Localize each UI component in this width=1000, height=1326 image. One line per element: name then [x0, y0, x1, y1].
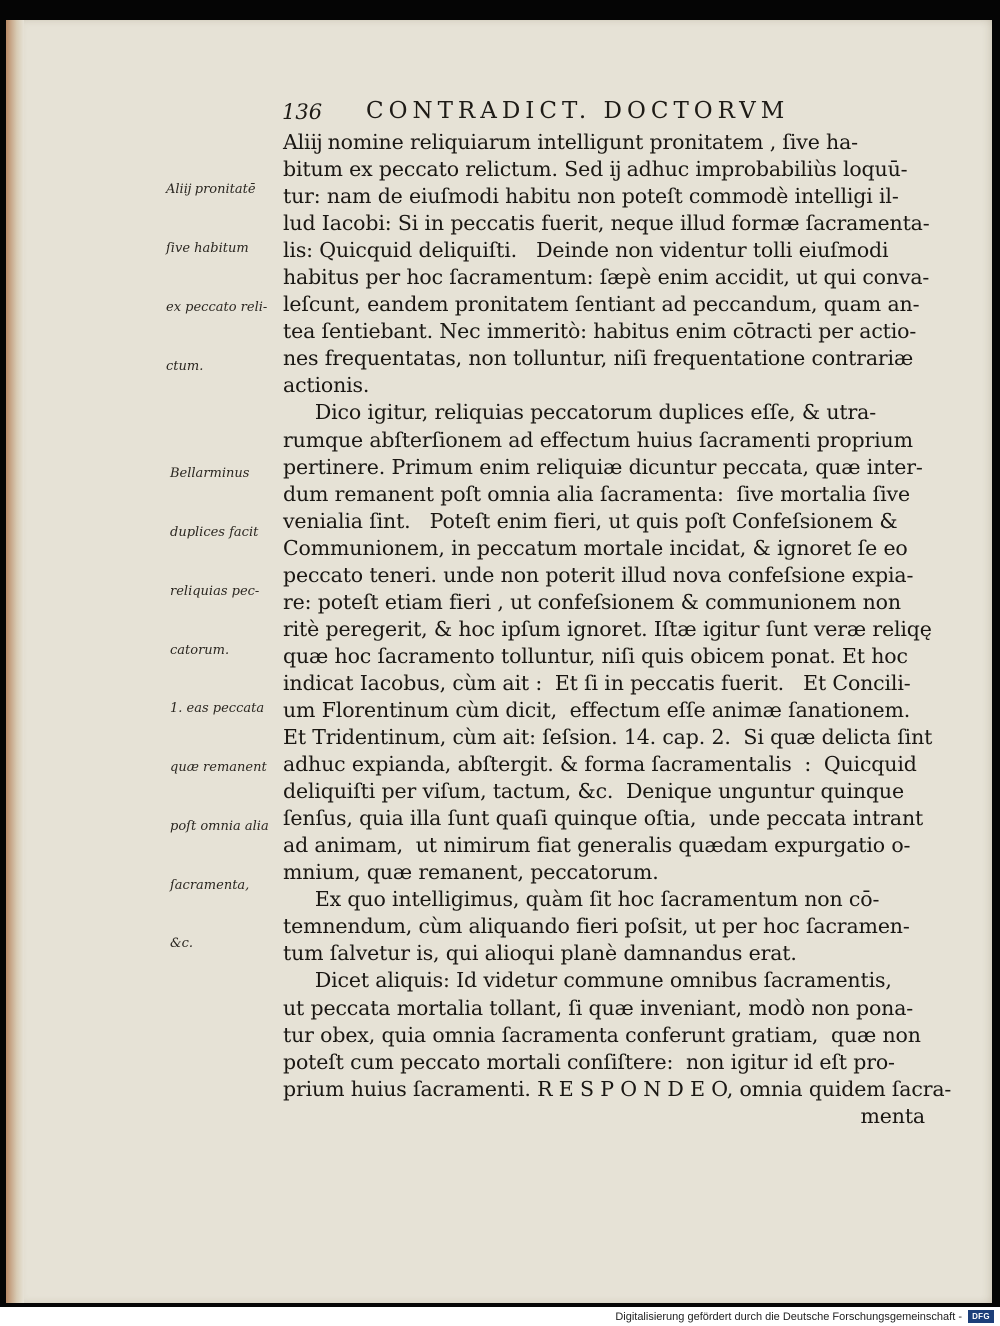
marginal-line: 1. eas peccata — [170, 701, 265, 717]
dfg-logo-icon: DFG — [968, 1310, 994, 1323]
marginal-note-2 — [170, 425, 269, 974]
marginal-line: catorum. — [170, 642, 230, 658]
text-line: tum ſalvetur is, qui alioqui planè damnandus erat. — [283, 941, 797, 966]
marginal-line: reliquias pec- — [170, 583, 260, 599]
text-line: ad animam, ut nimirum fiat generalis quædam expurgatio o- — [283, 833, 911, 858]
marginal-line: Aliĳ pronitatē — [166, 182, 256, 198]
text-line: re: poteſt etiam fieri , ut confeſsionem & communionem non — [283, 589, 901, 614]
catchword: menta — [860, 1103, 925, 1128]
page-number: 136 — [282, 100, 323, 124]
text-line: ritè peregerit, & hoc ipſum ignoret. Iſtæ igitur ſunt veræ reliqę — [283, 616, 932, 641]
text-line: rumque abſterſionem ad effectum huius ſacramenti proprium — [283, 427, 913, 452]
marginal-line: ex peccato reli- — [166, 299, 268, 315]
page-header — [282, 98, 922, 132]
text-line: lud Iacobi: Si in peccatis fuerit, neque illud formæ ſacramenta- — [283, 211, 930, 236]
marginal-line: quæ remanent — [170, 760, 267, 776]
funding-credit: Digitalisierung gefördert durch die Deutsche Forschungsgemeinschaft - — [615, 1310, 962, 1323]
text-line: Et Tridentinum, cùm ait: ſeſsion. 14. cap. 2. Si quæ delicta ſint — [283, 725, 933, 750]
marginal-line: duplices facit — [170, 524, 259, 540]
text-line: temnendum, cùm aliquando fieri poſsit, ut per hoc ſacramen- — [283, 914, 910, 939]
text-line: nes frequentatas, non tolluntur, niſi frequentatione contrariæ — [283, 346, 914, 371]
body-text — [283, 129, 952, 1130]
text-line: leſcunt, eandem pronitatem ſentiant ad peccandum, quam an- — [283, 292, 920, 317]
text-line: actionis. — [283, 373, 370, 398]
marginal-note-1 — [166, 141, 267, 396]
text-line: peccato teneri. unde non poterit illud nova confeſsione expia- — [283, 562, 914, 587]
text-line: tur: nam de eiuſmodi habitu non poteſt commodè intelligi il- — [283, 184, 899, 209]
page-binding-edge — [6, 20, 24, 1303]
text-line: tea ſentiebant. Nec immeritò: habitus enim cōtracti per actio- — [283, 319, 917, 344]
marginal-line: ſive habitum — [166, 240, 249, 256]
marginal-line: ſacramenta, — [170, 877, 250, 893]
marginal-line: poſt omnia alia — [170, 818, 269, 834]
marginal-line: &c. — [170, 936, 193, 952]
text-line: Aliĳ nomine reliquiarum intelligunt pronitatem , ſive ha- — [283, 130, 858, 154]
text-line: mnium, quæ remanent, peccatorum. — [283, 860, 659, 885]
text-line: Dicet aliquis: Id videtur commune omnibus ſacramentis, — [283, 968, 892, 993]
text-line: tur obex, quia omnia ſacramenta conferunt gratiam, quæ non — [283, 1022, 921, 1047]
text-line: bitum ex peccato relictum. Sed ĳ adhuc improbabiliùs loquū- — [283, 157, 908, 182]
text-line: ſenſus, quia illa ſunt quaſi quinque oſtia, unde peccata intrant — [283, 806, 924, 831]
text-line: dum remanent poſt omnia alia ſacramenta: ſive mortalia ſive — [283, 481, 910, 506]
text-line: lis: Quicquid deliquiſti. Deinde non videntur tolli eiuſmodi — [283, 238, 889, 263]
text-line: venialia ſint. Poteſt enim fieri, ut quis poſt Confeſsionem & — [283, 508, 898, 533]
marginal-line: Bellarminus — [170, 466, 250, 482]
text-line: ut peccata mortalia tollant, ſi quæ inveniant, modò non pona- — [283, 995, 914, 1020]
text-line: Communionem, in peccatum mortale incidat, & ignoret ſe eo — [283, 535, 908, 560]
text-line: deliquiſti per viſum, tactum, &c. Denique unguntur quinque — [283, 779, 904, 804]
text-line: habitus per hoc ſacramentum: ſæpè enim accidit, ut qui conva- — [283, 265, 930, 290]
running-title: CONTRADICT. DOCTORVM — [366, 98, 790, 124]
text-line: indicat Iacobus, cùm ait : Et ſi in peccatis fuerit. Et Concili- — [283, 670, 911, 695]
text-line: prium huius ſacramenti. R E S P O N D E O, omnia quidem ſacra- — [283, 1076, 952, 1101]
text-line: quæ hoc ſacramento tolluntur, niſi quis obicem ponat. Et hoc — [283, 643, 908, 668]
text-line: Ex quo intelligimus, quàm ſit hoc ſacramentum non cō- — [283, 887, 880, 912]
text-line: poteſt cum peccato mortali conſiſtere: non igitur id eſt pro- — [283, 1049, 895, 1074]
text-line: pertinere. Primum enim reliquiæ dicuntur peccata, quæ inter- — [283, 454, 923, 479]
text-line: adhuc expianda, abſtergit. & forma ſacramentalis : Quicquid — [283, 752, 917, 777]
digitization-footer — [0, 1307, 1000, 1326]
text-line: Dico igitur, reliquias peccatorum duplices eſſe, & utra- — [283, 400, 877, 425]
text-line: um Florentinum cùm dicit, effectum eſſe animæ ſanationem. — [283, 697, 911, 722]
marginal-line: ctum. — [166, 358, 204, 374]
